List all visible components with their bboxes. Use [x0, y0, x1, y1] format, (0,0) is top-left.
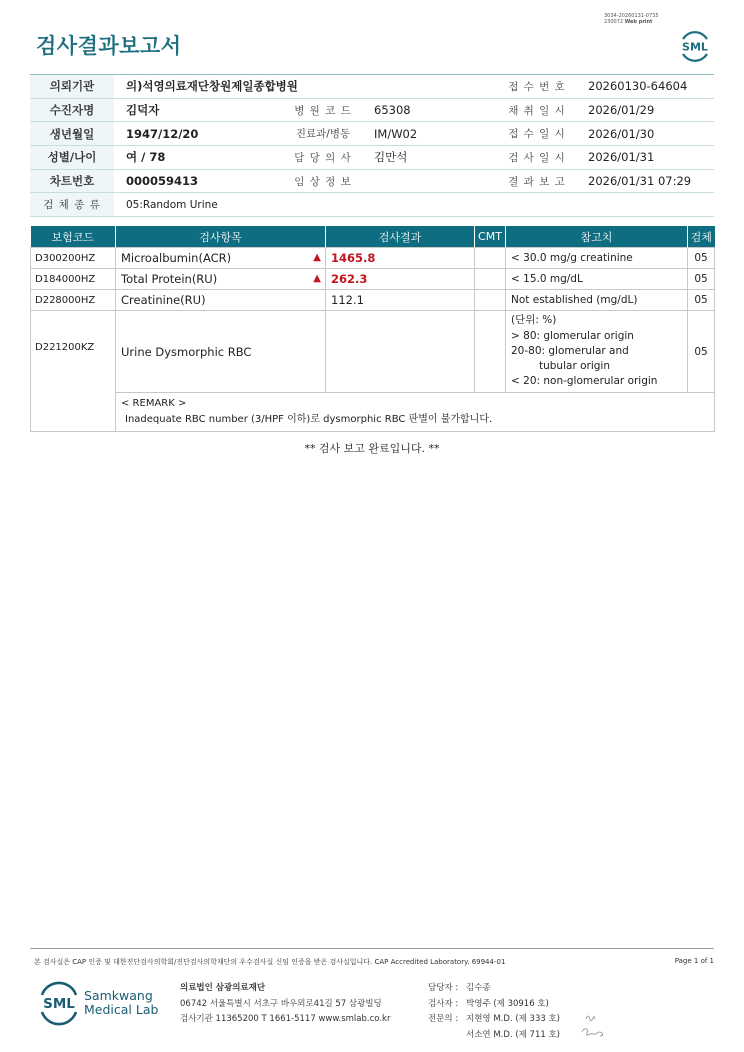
staff-name: 박영주 (제 30916 호)	[466, 998, 549, 1009]
remark-title: < REMARK >	[121, 398, 187, 409]
cmt-cell	[475, 269, 506, 290]
ref-line: 20-80: glomerular and	[511, 344, 629, 357]
hospital-code-label: 병 원 코 드	[284, 98, 362, 122]
specimen-value: 05:Random Urine	[114, 193, 714, 217]
info-row	[30, 98, 714, 122]
info-row	[30, 75, 714, 99]
ref-line: > 80: glomerular origin	[511, 329, 634, 342]
certification-text: 본 검사실은 CAP 인증 및 대한진단검사의학회/진단검사의학재단의 우수검사실 신임 인증을 받은 검사실입니다. CAP Accredited Laboratory. 69944-01	[34, 958, 506, 966]
receive-date-label: 접 수 일 시	[498, 122, 576, 146]
print-code: 3034-20260131-0735	[604, 13, 659, 19]
staff-name: 지현영 M.D. (제 333 호)	[466, 1014, 561, 1024]
insurance-code: D221200KZ	[31, 311, 116, 432]
test-item	[116, 269, 326, 290]
info-row	[30, 146, 714, 170]
footer-divider	[30, 948, 714, 949]
staff-row	[428, 997, 560, 1013]
print-mode: Web print	[624, 19, 653, 25]
remark-cell	[116, 393, 715, 432]
org-name: 의료법인 삼광의료재단	[180, 983, 266, 993]
col-header-specimen: 검체	[688, 226, 715, 248]
reference-range	[506, 311, 688, 393]
insurance-code: D184000HZ	[31, 269, 116, 290]
insurance-code: D228000HZ	[31, 290, 116, 311]
chart-no-label: 차트번호	[30, 169, 114, 193]
test-date-label: 검 사 일 시	[498, 146, 576, 170]
table-row	[31, 311, 715, 393]
cmt-cell	[475, 290, 506, 311]
specimen-code: 05	[688, 311, 715, 393]
test-item-name: Urine Dysmorphic RBC	[121, 344, 252, 359]
clinical-info-label: 임 상 정 보	[284, 169, 362, 193]
col-header-ref: 참고치	[506, 226, 688, 248]
brand-line-2: Medical Lab	[84, 1001, 159, 1017]
birth-value: 1947/12/20	[114, 122, 284, 146]
high-flag-icon: ▲	[313, 273, 321, 284]
org-address	[180, 981, 390, 1028]
staff-name: 서소연 M.D. (제 711 호)	[466, 1029, 561, 1040]
test-item-name: Microalbumin(ACR)	[121, 251, 232, 265]
test-result: 1465.8	[326, 248, 475, 269]
chart-no-value: 000059413	[114, 169, 284, 193]
ref-line: < 20: non-glomerular origin	[511, 375, 658, 388]
completion-notice: ** 검사 보고 완료입니다. **	[304, 442, 440, 455]
test-result	[326, 311, 475, 393]
info-row	[30, 169, 714, 193]
test-item	[116, 248, 326, 269]
remark-row	[31, 393, 715, 432]
doctor-value: 김만석	[362, 146, 498, 170]
remark-text: Inadequate RBC number (3/HPF 이하)로 dysmorphic RBC 판별이 불가합니다.	[125, 414, 493, 425]
test-result: 262.3	[326, 269, 475, 290]
report-date-value: 2026/01/31 07:29	[576, 169, 714, 193]
info-row	[30, 122, 714, 146]
doctor-label: 담 당 의 사	[284, 146, 362, 170]
birth-label: 생년월일	[30, 122, 114, 146]
institution-value: 의)석영의료재단창원제일종합병원	[114, 75, 498, 99]
collect-date-value: 2026/01/29	[576, 98, 714, 122]
staff-row	[428, 981, 560, 997]
address-line: 06742 서울특별시 서초구 바우뫼로41길 57 삼광빌딩	[180, 998, 382, 1009]
dept-value: IM/W02	[362, 122, 498, 146]
sml-logo-icon	[36, 980, 82, 1026]
info-row	[30, 193, 714, 217]
clinical-info-value	[362, 169, 498, 193]
report-date-label: 결 과 보 고	[498, 169, 576, 193]
brand-line-1: Samkwang	[84, 988, 153, 1003]
receipt-no-label: 접 수 번 호	[498, 75, 576, 99]
print-id	[604, 13, 659, 25]
insurance-code: D300200HZ	[31, 248, 116, 269]
staff-role: 전문의 :	[428, 1014, 459, 1024]
page-number: Page 1 of 1	[674, 957, 714, 965]
staff-role: 담당자 :	[428, 983, 459, 993]
col-header-code: 보험코드	[31, 226, 116, 248]
print-code-line2	[604, 19, 659, 25]
collect-date-label: 채 취 일 시	[498, 98, 576, 122]
reference-range: < 30.0 mg/g creatinine	[506, 248, 688, 269]
results-table	[30, 226, 715, 432]
print-code-2: 230072	[604, 19, 624, 25]
report-title: 검사결과보고서	[36, 34, 182, 58]
test-item-name: Creatinine(RU)	[121, 293, 206, 307]
cmt-cell	[475, 248, 506, 269]
col-header-cmt: CMT	[475, 226, 506, 248]
signature-icon	[578, 1010, 610, 1040]
staff-row	[428, 1028, 560, 1044]
table-row	[31, 269, 715, 290]
ref-line: tubular origin	[539, 360, 610, 373]
specimen-code: 05	[688, 290, 715, 311]
table-row	[31, 290, 715, 311]
test-item	[116, 311, 326, 393]
institution-label: 의뢰기관	[30, 75, 114, 99]
logo-text: SML	[682, 40, 708, 54]
staff-list	[428, 981, 560, 1043]
ref-line: (단위: %)	[511, 314, 557, 327]
staff-row	[428, 1012, 560, 1028]
specimen-code: 05	[688, 248, 715, 269]
receive-date-value: 2026/01/30	[576, 122, 714, 146]
high-flag-icon: ▲	[313, 252, 321, 263]
test-item	[116, 290, 326, 311]
sex-age-value: 여 / 78	[114, 146, 284, 170]
patient-info-table	[30, 74, 714, 217]
staff-role: 검사자 :	[428, 998, 459, 1009]
sml-logo-icon	[676, 27, 714, 65]
contact-line: 검사기관 11365200 T 1661-5117 www.smlab.co.kr	[180, 1014, 391, 1024]
specimen-label: 검 체 종 류	[30, 193, 114, 217]
hospital-code-value: 65308	[362, 98, 498, 122]
staff-name: 김수종	[466, 983, 491, 993]
logo-text: SML	[43, 996, 75, 1012]
sex-age-label: 성별/나이	[30, 146, 114, 170]
table-row	[31, 248, 715, 269]
specimen-code: 05	[688, 269, 715, 290]
reference-range: Not established (mg/dL)	[506, 290, 688, 311]
receipt-no-value: 20260130-64604	[576, 75, 714, 99]
name-label: 수진자명	[30, 98, 114, 122]
cmt-cell	[475, 311, 506, 393]
test-item-name: Total Protein(RU)	[121, 272, 218, 286]
test-date-value: 2026/01/31	[576, 146, 714, 170]
brand-name	[84, 989, 158, 1016]
col-header-item: 검사항목	[116, 226, 326, 248]
results-header-row	[31, 226, 715, 248]
name-value: 김덕자	[114, 98, 284, 122]
test-result: 112.1	[326, 290, 475, 311]
dept-label: 진료과/병동	[284, 122, 362, 146]
col-header-result: 검사결과	[326, 226, 475, 248]
reference-range: < 15.0 mg/dL	[506, 269, 688, 290]
